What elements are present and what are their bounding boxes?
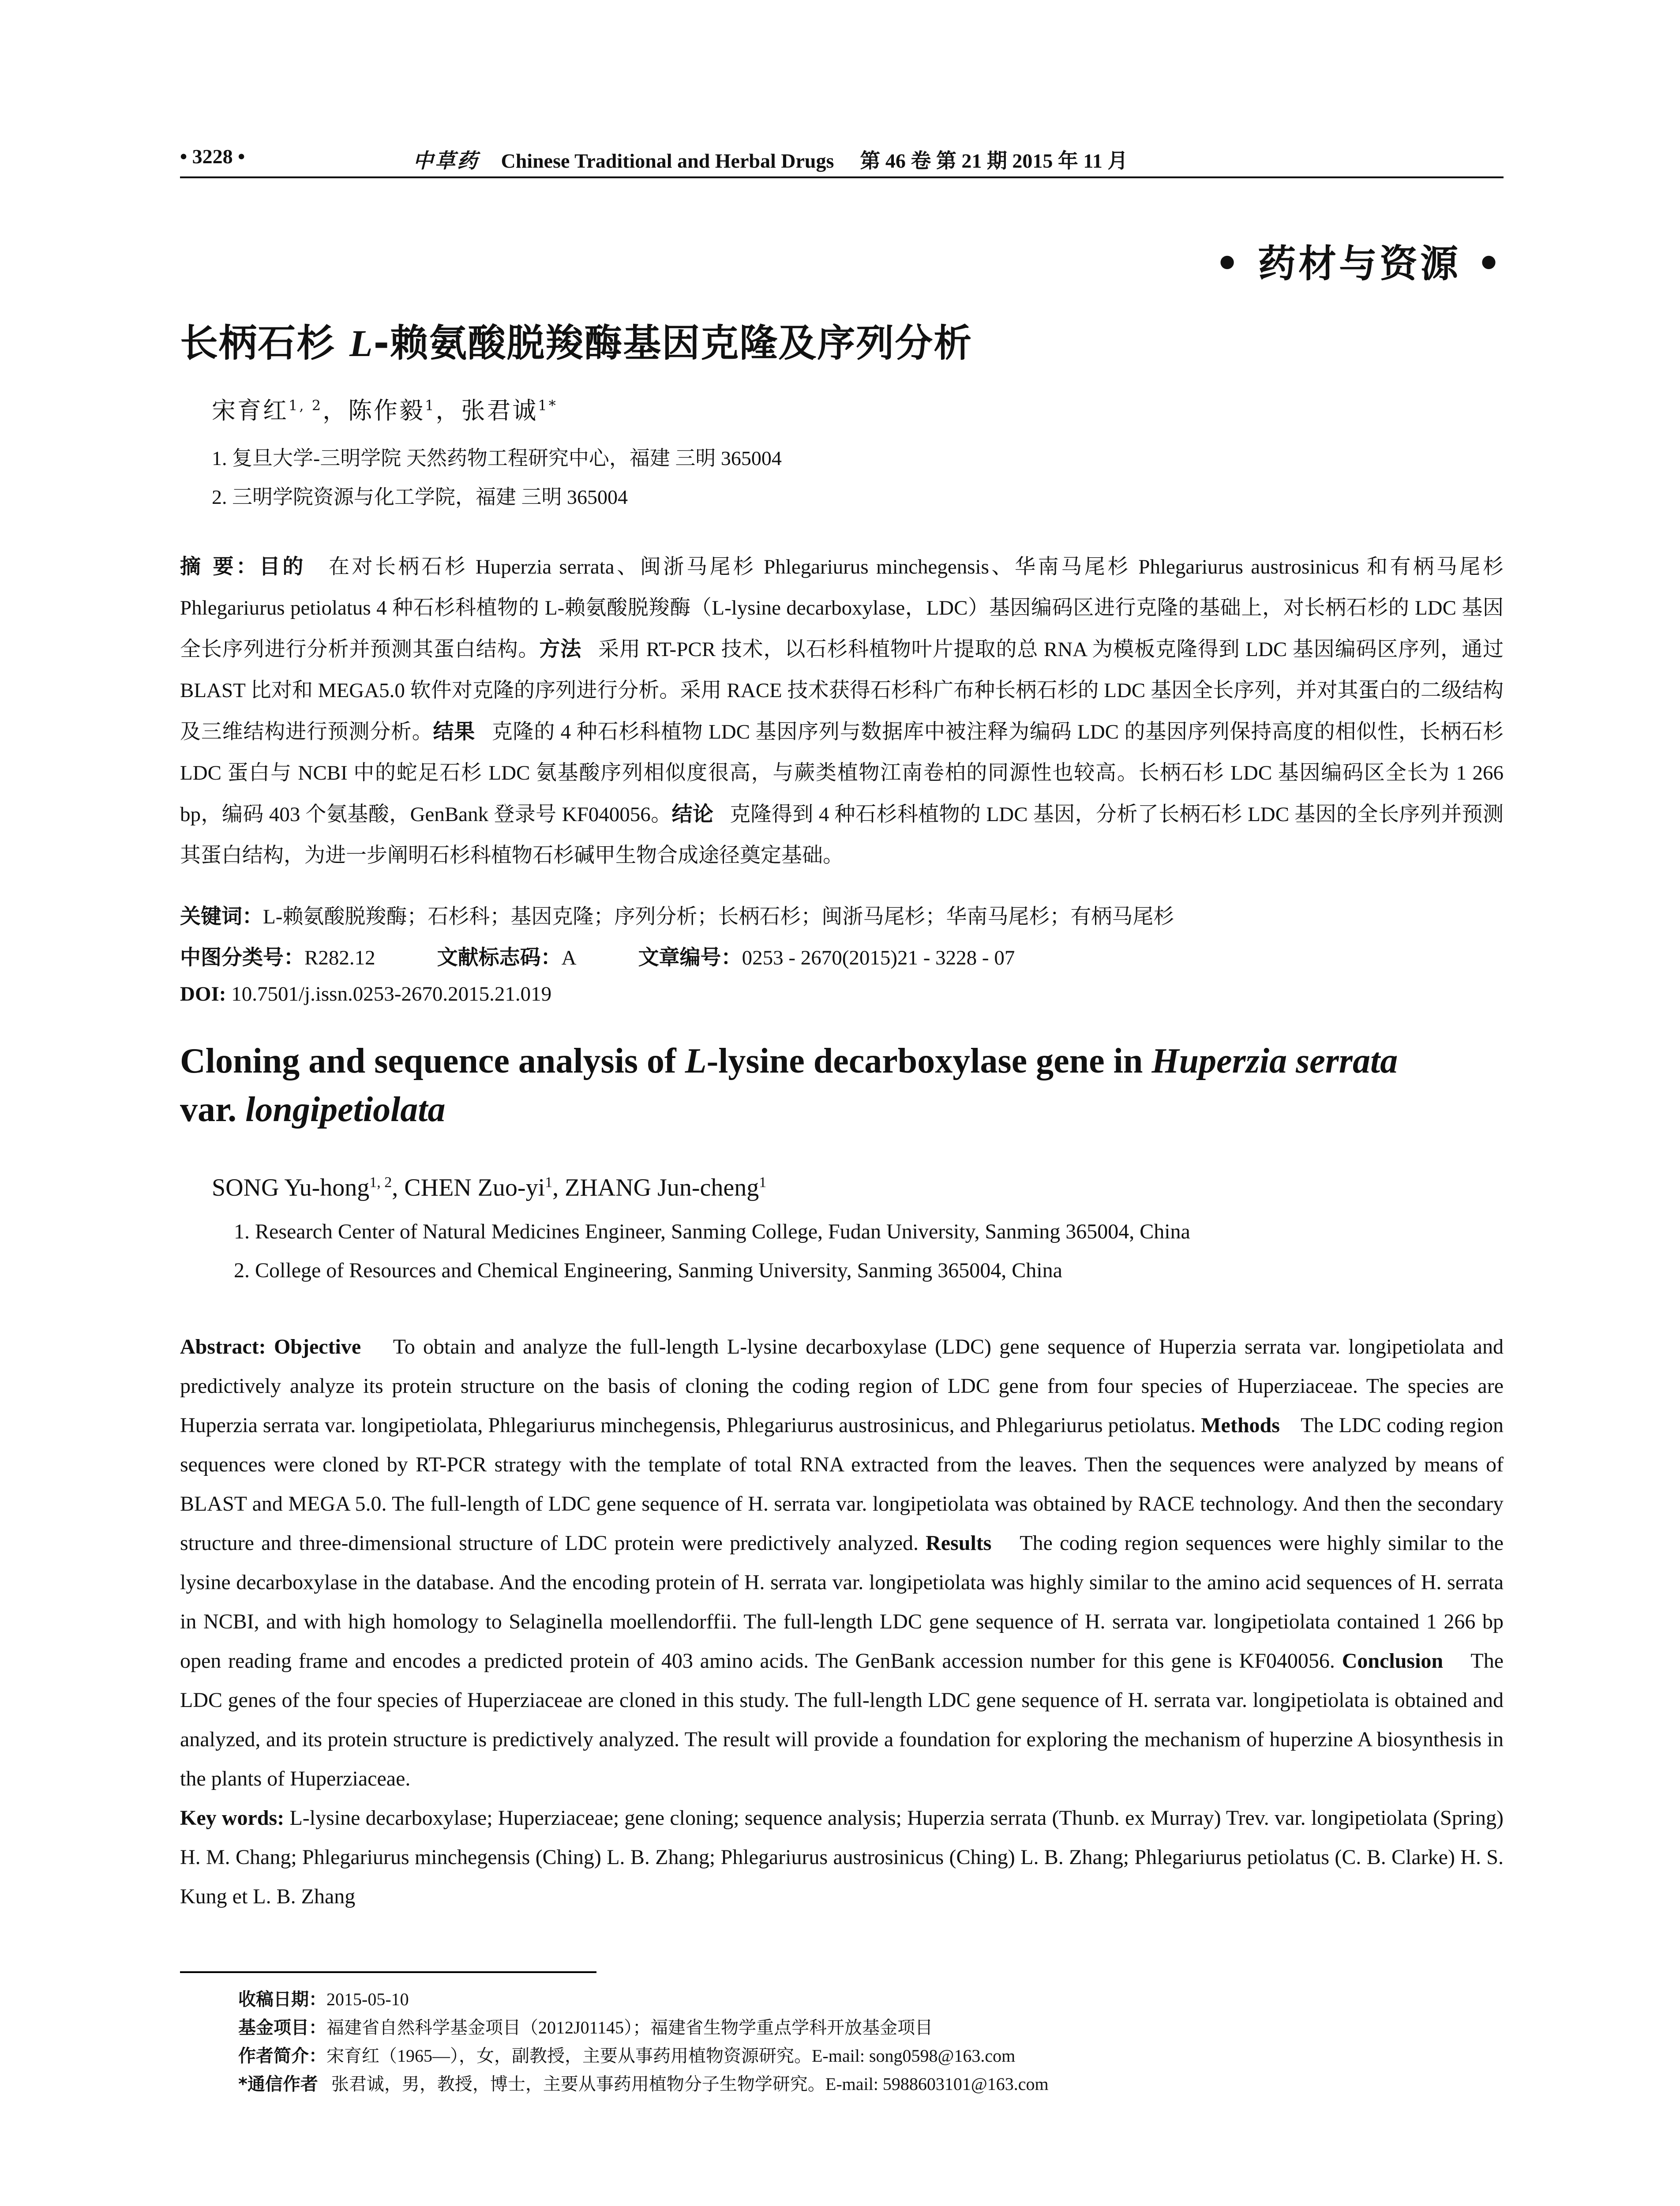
en-title-italic: L <box>685 1042 707 1080</box>
doi-label: DOI: <box>180 983 226 1005</box>
footnote-label: 作者简介： <box>238 2046 326 2066</box>
issue-info: 第 46 卷 第 21 期 2015 年 11 月 <box>860 150 1128 172</box>
cn-author-name: 张君诚 <box>461 397 538 424</box>
header-rule <box>180 176 1504 178</box>
section-label: • 药材与资源 • <box>1215 241 1504 286</box>
footnote-rule <box>180 1971 596 1973</box>
en-author-name: CHEN Zuo-yi <box>404 1174 545 1201</box>
en-affiliation-1: 1. Research Center of Natural Medicines Engineer, Sanming College, Fudan University, Sanming 365004, China <box>234 1220 1190 1243</box>
en-author-sup: 1, 2 <box>369 1174 392 1191</box>
page-number: • 3228 • <box>180 145 245 168</box>
cn-abstract <box>180 546 1504 876</box>
cn-title-post: -赖氨酸脱羧酶基因克隆及序列分析 <box>373 321 973 365</box>
cn-author-sup: 1 <box>425 397 436 414</box>
en-keywords-text: L-lysine decarboxylase; Huperziaceae; gene cloning; sequence analysis; Huperzia serrata (Thunb. ex Murray) Trev. var. longipetiolata (Spring) H. M. Chang; Phlegariurus minchegensis (Ching) L. B. Zhang; Phlegariurus austrosinicus (Ching) L. B. Zhang; Phlegariurus petiolatus (C. B. Clarke) H. S. Kung et L. B. Zhang <box>180 1806 1504 1908</box>
en-keywords-label: Key words: <box>180 1806 285 1830</box>
footnote-label: 收稿日期： <box>238 1989 326 2010</box>
doc-code-label: 文献标志码： <box>437 945 562 970</box>
cn-keywords-text: L-赖氨酸脱羧酶；石杉科；基因克隆；序列分析；长柄石杉；闽浙马尾杉；华南马尾杉；有柄马尾杉 <box>263 905 1174 928</box>
clc-value: R282.12 <box>304 946 375 969</box>
cn-objective-label: 目的 <box>259 555 306 579</box>
article-no-label: 文章编号： <box>638 945 742 970</box>
footnote-label: 基金项目： <box>238 2018 326 2038</box>
footnote-text: 福建省自然科学基金项目（2012J01145）；福建省生物学重点学科开放基金项目 <box>326 2018 933 2037</box>
en-methods-label: Methods <box>1201 1414 1280 1437</box>
cn-title-pre: 长柄石杉 <box>180 321 349 365</box>
en-title-part: -lysine decarboxylase gene in <box>706 1042 1152 1080</box>
journal-cn-logo: 中草药 <box>413 149 479 173</box>
cn-methods-text: 采用 RT-PCR 技术，以石杉科植物叶片提取的总 RNA 为模板克隆得到 LDC 基因编码区序列，通过 BLAST 比对和 MEGA5.0 软件对克隆的序列进行分析。采用 RACE 技术获得石杉科广布种长柄石杉的 LDC 基因全长序列，并对其蛋白的二级结构及三维结构进行预测分析。 <box>180 638 1504 743</box>
footnote-funding <box>238 2014 1049 2042</box>
doc-code-value: A <box>561 946 577 969</box>
footnote-correspondence <box>238 2070 1049 2098</box>
en-author-name: ZHANG Jun-cheng <box>565 1174 759 1201</box>
cn-conclusion-label: 结论 <box>671 802 714 826</box>
cn-results-label: 结果 <box>433 720 476 744</box>
en-title-italic: longipetiolata <box>245 1090 446 1129</box>
cn-keywords <box>180 900 1174 930</box>
en-author-name: SONG Yu-hong <box>212 1174 370 1201</box>
footnote-text: 2015-05-10 <box>326 1989 409 2009</box>
journal-en-name: Chinese Traditional and Herbal Drugs <box>501 150 834 172</box>
en-conclusion-label: Conclusion <box>1342 1649 1444 1673</box>
running-header <box>180 140 1504 175</box>
cn-author-name: 宋育红 <box>212 397 289 424</box>
en-results-label: Results <box>926 1531 992 1555</box>
en-title-part: Cloning and sequence analysis of <box>180 1042 685 1080</box>
en-results-text: The coding region sequences were highly similar to the lysine decarboxylase in the database. And the encoding protein of H. serrata var. longipetiolata was highly similar to the amino acid sequences of H. serrata in NCBI, and with high homology to Selaginella moellendorffii. The full-length LDC gene sequence of H. serrata var. longipetiolata contained 1 266 bp open reading frame and encodes a predicted protein of 403 amino acids. The GenBank accession number for this gene is KF040056. <box>180 1531 1504 1673</box>
en-title-part: var. <box>180 1090 246 1129</box>
en-title-italic: Huperzia serrata <box>1151 1042 1398 1080</box>
en-author-sup: 1 <box>759 1174 767 1191</box>
cn-affiliation-1: 1. 复旦大学-三明学院 天然药物工程研究中心，福建 三明 365004 <box>212 447 782 469</box>
footnote-text: 张君诚，男，教授，博士，主要从事药用植物分子生物学研究。E-mail: 5988603101@163.com <box>331 2074 1049 2094</box>
cn-authors: 宋育红$^{1, 2}$，陈作毅$^1$，张君诚$^{1*}$ <box>212 397 558 424</box>
en-authors: SONG Yu-hong$^{1, 2}$, CHEN Zuo-$yi^1$, ZHANG Jun-cheng$^1$ <box>212 1174 767 1201</box>
cn-conclusion-text: 克隆得到 4 种石杉科植物的 LDC 基因，分析了长柄石杉 LDC 基因的全长序列并预测其蛋白结构，为进一步阐明石杉科植物石杉碱甲生物合成途径奠定基础。 <box>180 803 1504 867</box>
footnote-label: *通信作者 <box>238 2074 318 2094</box>
en-abstract <box>180 1327 1504 1916</box>
cn-title-italic: L <box>349 322 374 364</box>
footnote-author-bio <box>238 2042 1049 2070</box>
en-author-sup: 1 <box>545 1174 553 1191</box>
en-abstract-label: Abstract: Objective <box>180 1335 361 1358</box>
doi <box>180 982 551 1006</box>
cn-author-name: 陈作毅 <box>348 397 425 424</box>
article-no-value: 0253 - 2670(2015)21 - 3228 - 07 <box>742 946 1015 969</box>
footnote-text: 宋育红（1965—），女，副教授，主要从事药用植物资源研究。E-mail: song0598@163.com <box>326 2046 1016 2066</box>
cn-keywords-label: 关键词： <box>180 904 263 929</box>
cn-title <box>180 312 972 367</box>
en-objective-text: To obtain and analyze the full-length L-lysine decarboxylase (LDC) gene sequence of Huperzia serrata var. longipetiolata and predictively analyze its protein structure on the basis of cloning the coding region of LDC gene from four species of Huperziaceae. The species are Huperzia serrata var. longipetiolata, Phlegariurus minchegensis, Phlegariurus austrosinicus, and Phlegariurus petiolatus. <box>180 1335 1504 1437</box>
cn-abstract-label: 摘 要： <box>180 555 259 579</box>
cn-author-sup: 1, 2 <box>289 397 323 414</box>
cn-classification <box>180 941 1015 971</box>
journal-info <box>413 145 1128 174</box>
cn-objective-text: 在对长柄石杉 Huperzia serrata、闽浙马尾杉 Phlegariurus minchegensis、华南马尾杉 Phlegariurus austrosinicus 和有柄马尾杉 Phlegariurus petiolatus 4 种石杉科植物的 L-赖氨酸脱羧酶（L-lysine decarboxylase，LDC）基因编码区进行克隆的基础上，对长柄石杉的 LDC 基因全长序列进行分析并预测其蛋白结构。 <box>180 555 1504 661</box>
cn-affiliation-2: 2. 三明学院资源与化工学院，福建 三明 365004 <box>212 486 628 508</box>
en-conclusion-text: The LDC genes of the four species of Huperziaceae are cloned in this study. The full-length LDC gene sequence of H. serrata var. longipetiolata is obtained and analyzed, and its protein structure is predictively analyzed. The result will provide a foundation for exploring the mechanism of huperzine A biosynthesis in the plants of Huperziaceae. <box>180 1649 1504 1790</box>
clc-label: 中图分类号： <box>180 945 304 970</box>
cn-author-sup: 1* <box>538 397 558 414</box>
doi-value[interactable]: 10.7501/j.issn.0253-2670.2015.21.019 <box>231 983 552 1005</box>
en-affiliation-2: 2. College of Resources and Chemical Engineering, Sanming University, Sanming 365004, China <box>234 1259 1062 1282</box>
cn-methods-label: 方法 <box>539 637 582 661</box>
footnote-received <box>238 1985 1049 2014</box>
en-methods-text: The LDC coding region sequences were cloned by RT-PCR strategy with the template of total RNA extracted from the leaves. Then the sequences were analyzed by means of BLAST and MEGA 5.0. The full-length of LDC gene sequence of H. serrata var. longipetiolata was obtained by RACE technology. And then the secondary structure and three-dimensional structure of LDC protein were predictively analyzed. <box>180 1414 1504 1555</box>
footnotes <box>238 1985 1049 2098</box>
cn-results-text: 克隆的 4 种石杉科植物 LDC 基因序列与数据库中被注释为编码 LDC 的基因序列保持高度的相似性，长柄石杉 LDC 蛋白与 NCBI 中的蛇足石杉 LDC 氨基酸序列相似度很高，与蕨类植物江南卷柏的同源性也较高。长柄石杉 LDC 基因编码区全长为 1 266 bp，编码 403 个氨基酸，GenBank 登录号 KF040056。 <box>180 720 1504 826</box>
en-title <box>180 1037 1504 1134</box>
